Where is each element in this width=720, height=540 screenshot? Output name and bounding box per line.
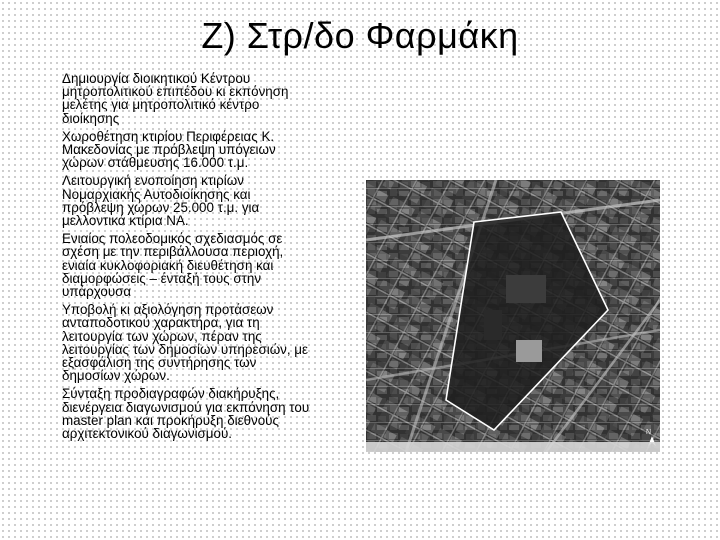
bullet-item <box>62 174 372 227</box>
site-building <box>516 340 542 362</box>
photo-caption-strip <box>366 442 660 452</box>
aerial-photo-svg <box>366 180 660 452</box>
bullet-line: ανταποδοτικού χαρακτήρα, για τη <box>62 315 260 331</box>
bullet-line: διαμορφώσεις – ένταξή τους στην <box>62 270 262 286</box>
bullet-line: master plan και προκήρυξη διεθνούς <box>62 412 279 428</box>
bullet-line: Ενιαίος πολεοδομικός σχεδιασμός σε <box>62 231 283 247</box>
slide-title: Ζ) Στρ/δο Φαρμάκη <box>201 15 519 56</box>
bullet-line: διενέργεια διαγωνισμού για εκπόνηση του <box>62 399 310 415</box>
bullet-line: μελλοντικά κτίρια ΝΑ. <box>62 213 189 229</box>
bullet-item <box>62 303 372 382</box>
bullet-line: αρχιτεκτονικού διαγωνισμού. <box>62 426 233 442</box>
bullet-line: Δημιουργία διοικητικού Κέντρου <box>62 71 251 86</box>
bullet-line: πρόβλεψη χώρων 25.000 τ.μ. για <box>62 199 260 215</box>
bullet-item <box>62 130 372 170</box>
bullet-line: εξασφάλιση της συντήρησης των <box>62 355 257 371</box>
bullet-line: μητροπολιτικού επιπέδου κι εκπόνηση <box>62 84 289 100</box>
bullet-line: Νομαρχιακής Αυτοδιοίκησης και <box>62 186 251 202</box>
bullet-item <box>62 387 372 440</box>
bullet-line: δημοσίων χώρων. <box>62 368 170 384</box>
bullet-line: ενιαία κυκλοφοριακή διευθέτηση και <box>62 257 274 273</box>
bullet-line: χώρων στάθμευσης 16.000 τ.μ. <box>62 155 249 171</box>
site-building <box>506 275 546 303</box>
bullet-line: Χωροθέτηση κτιρίου Περιφέρειας Κ. <box>62 128 275 144</box>
bullet-line: διοίκησης <box>62 110 120 126</box>
bullet-item <box>62 72 372 125</box>
compass-label: N <box>646 429 652 436</box>
bullet-item <box>62 232 372 298</box>
bullet-line: λειτουργίας των δημοσίων υπηρεσιών, με <box>62 341 308 357</box>
bullet-line: μελέτης για μητροπολιτικό κέντρο <box>62 97 260 113</box>
bullet-list <box>62 72 372 445</box>
bullet-line: λειτουργία των χώρων, πέραν της <box>62 328 262 344</box>
bullet-line: Λειτουργική ενοποίηση κτιρίων <box>62 173 244 189</box>
bullet-line: υπάρχουσα <box>62 284 132 300</box>
bullet-line: Μακεδονίας με πρόβλεψη υπόγειων <box>62 142 276 158</box>
site-building <box>484 310 502 340</box>
bullet-line: Σύνταξη προδιαγραφών διακήρυξης, <box>62 386 280 402</box>
bullet-line: Υποβολή κι αξιολόγηση προτάσεων <box>62 302 274 318</box>
bullet-line: σχέση με την περιβάλλουσα περιοχή, <box>62 244 284 260</box>
aerial-photo <box>366 180 660 452</box>
